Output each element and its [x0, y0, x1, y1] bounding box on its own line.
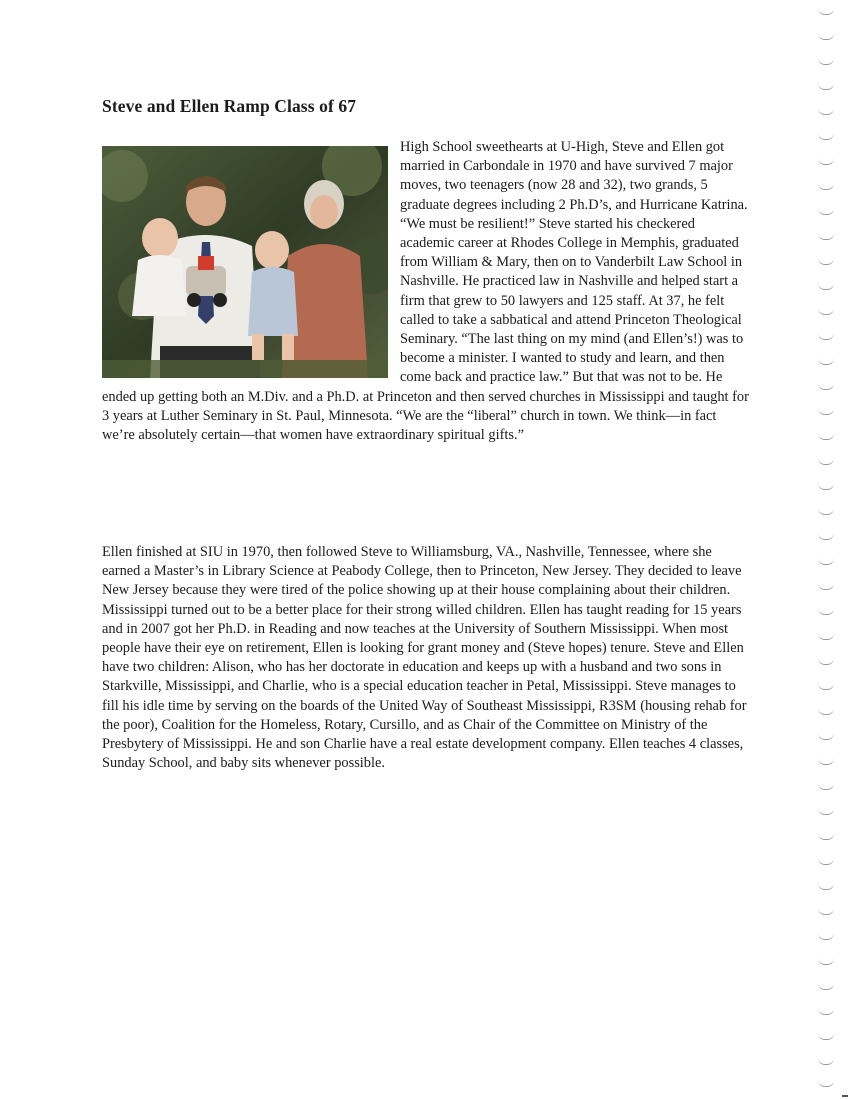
- binding-mark: [818, 783, 834, 790]
- binding-mark: [818, 408, 834, 415]
- scan-corner-mark: [842, 1095, 848, 1097]
- binding-mark: [818, 808, 834, 815]
- binding-holes: [814, 0, 838, 1099]
- binding-mark: [818, 133, 834, 140]
- page-title: Steve and Ellen Ramp Class of 67: [102, 96, 357, 116]
- binding-mark: [818, 158, 834, 165]
- binding-mark: [818, 758, 834, 765]
- binding-mark: [818, 283, 834, 290]
- binding-mark: [818, 433, 834, 440]
- binding-mark: [818, 58, 834, 65]
- binding-mark: [818, 308, 834, 315]
- binding-mark: [818, 633, 834, 640]
- binding-mark: [818, 483, 834, 490]
- binding-mark: [818, 1008, 834, 1015]
- binding-mark: [818, 858, 834, 865]
- binding-mark: [818, 383, 834, 390]
- ellen-paragraph: Ellen finished at SIU in 1970, then followed Steve to Williamsburg, VA., Nashville, Tennessee, where she earned a Master’s in Library Science at Peabody College, then to Princeton, New Jersey. They decided to leave New Jersey because they were tired of the police showing up at their house complaining about their children. Mississippi turned out to be a better place for their strong willed children. Ellen has taught reading for 15 years and in 2007 got her Ph.D. in Reading and now teaches at the University of Southern Mississippi. When most people have their eye on retirement, Ellen is looking for grant money and (Steve hopes) tenure. Steve and Ellen have two children: Alison, who has her doctorate in education and keeps up with a husband and two sons in Starkville, Mississippi, and Charlie, who is a special education teacher in Petal, Mississippi. Steve manages to fill his idle time by serving on the boards of the United Way of Southeast Mississippi, R3SM (housing rehab for the poor), Coalition for the Homeless, Rotary, Cursillo, and as Chair of the Committee on Ministry of the Presbytery of Mississippi. He and son Charlie have a real estate development company. Ellen teaches 4 classes, Sunday School, and baby sits whenever possible.: [102, 544, 747, 772]
- binding-mark: [818, 733, 834, 740]
- binding-mark: [818, 83, 834, 90]
- binding-mark: [818, 983, 834, 990]
- binding-mark: [818, 883, 834, 890]
- binding-mark: [818, 183, 834, 190]
- binding-mark: [818, 333, 834, 340]
- binding-mark: [818, 358, 834, 365]
- binding-mark: [818, 908, 834, 915]
- paragraph-steve-text: High School sweethearts at U-High, Steve and Ellen got married in Carbondale in 1970 and have survived 7 major moves, two teenagers (now 28 and 32), two grands, 5 graduate degrees including 2 Ph.D’s, and Hurricane Katrina. “We must be resilient!” Steve started his checkered academic career at Rhodes College in Memphis, graduated from William & Mary, then on to Vanderbilt Law School in Nashville. He practiced law in Nashville and helped start a firm that grew to 50 lawyers and 125 staff. At 37, he felt called to take a sabbatical and attend Princeton Theological Seminary. “The last thing on my mind (and Ellen’s!) was to become a minister. I wanted to study and learn, and then come back and practice law.” But that was not to be. He ended up getting both an M.Div. and a Ph.D. at Princeton and then served churches in Mississippi and taught for 3 years at Luther Seminary in St. Paul, Minnesota. “We are the “liberal” church in town. We think—in fact we’re absolutely certain—that women have extraordinary spiritual gifts.”: [102, 139, 749, 444]
- binding-mark: [818, 208, 834, 215]
- binding-mark: [818, 258, 834, 265]
- binding-mark: [818, 33, 834, 40]
- binding-mark: [818, 508, 834, 515]
- binding-mark: [818, 108, 834, 115]
- binding-mark: [818, 233, 834, 240]
- binding-mark: [818, 708, 834, 715]
- binding-mark: [818, 683, 834, 690]
- binding-mark: [818, 658, 834, 665]
- binding-mark: [818, 608, 834, 615]
- binding-mark: [818, 458, 834, 465]
- photo-spacer: [102, 138, 400, 384]
- binding-mark: [818, 1033, 834, 1040]
- binding-mark: [818, 8, 834, 15]
- binding-mark: [818, 1058, 834, 1065]
- binding-mark: [818, 1080, 834, 1087]
- binding-mark: [818, 583, 834, 590]
- binding-mark: [818, 933, 834, 940]
- binding-mark: [818, 833, 834, 840]
- binding-mark: [818, 958, 834, 965]
- binding-mark: [818, 558, 834, 565]
- binding-mark: [818, 533, 834, 540]
- intro-paragraph: [102, 138, 752, 445]
